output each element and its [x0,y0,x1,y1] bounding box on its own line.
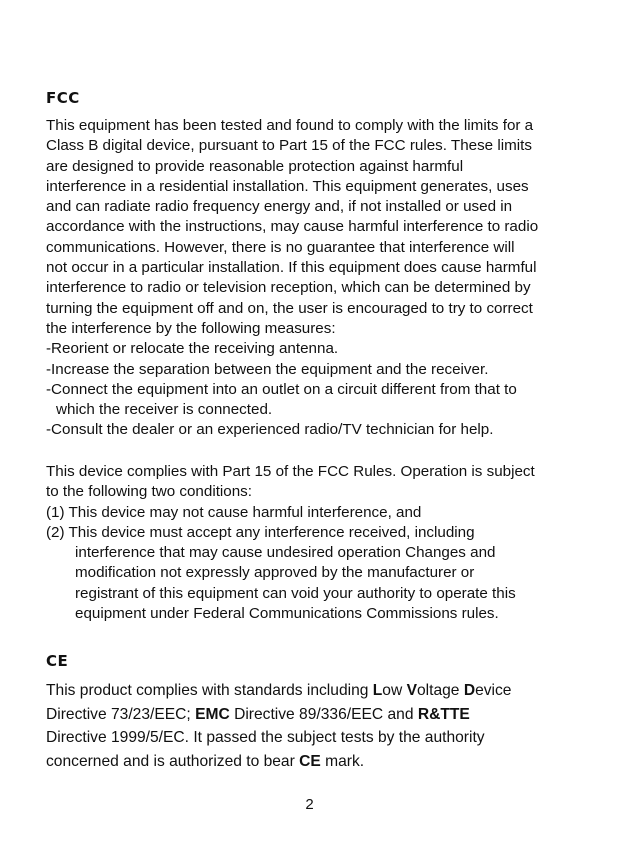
fcc-intro-line: and can radiate radio frequency energy and, if not installed or used in [46,198,513,216]
fcc-intro-line: communications. However, there is no guarantee that interference will [46,238,515,256]
ce-heading: CE [46,652,69,670]
fcc-measure: -Reorient or relocate the receiving antenna. [46,340,339,358]
ce-bold-letter: D [463,682,476,699]
fcc-condition-2-continuation: equipment under Federal Communications Commissions rules. [75,605,499,623]
ce-text: oltage [416,682,464,699]
ce-text: mark. [320,752,365,770]
ce-text: Directive 73/23/EEC; [46,705,196,723]
ce-line-2 [46,703,586,727]
ce-mark-bold: CE [299,752,321,770]
ce-paragraph [46,679,586,773]
page-number: 2 [305,796,314,813]
fcc-heading: FCC [46,89,80,107]
fcc-intro-line: interference in a residential installation. This equipment generates, uses [46,177,529,195]
ce-line-1 [46,679,586,703]
fcc-condition-2-continuation: interference that may cause undesired operation Changes and [75,544,496,562]
fcc-intro-line: Class B digital device, pursuant to Part 15 of the FCC rules. These limits [46,137,532,155]
fcc-intro-paragraph [46,116,586,441]
fcc-condition-2: (2) This device must accept any interference received, including [46,523,475,541]
fcc-compliance-line: This device complies with Part 15 of the FCC Rules. Operation is subject [46,463,535,480]
fcc-intro-line: not occur in a particular installation. If this equipment does cause harmful [46,259,537,277]
fcc-measure: -Increase the separation between the equipment and the receiver. [46,360,489,378]
fcc-condition-2-continuation: modification not expressly approved by the manufacturer or [75,564,475,582]
fcc-condition-1: (1) This device may not cause harmful interference, and [46,503,422,521]
ce-text: concerned and is authorized to bear [46,752,300,770]
fcc-intro-line: accordance with the instructions, may cause harmful interference to radio [46,218,539,236]
ce-text: This product complies with standards including [46,682,373,699]
fcc-compliance-paragraph [46,462,586,624]
fcc-compliance-line: to the following two conditions: [46,483,252,501]
ce-line-4 [46,750,586,774]
emc-bold: EMC [195,705,230,723]
fcc-intro-line: interference to radio or television reception, which can be determined by [46,279,531,297]
ce-text: Directive 89/336/EEC and [229,705,418,723]
ce-text: evice [475,682,512,699]
ce-bold-letter: V [406,682,417,699]
fcc-measure: -Consult the dealer or an experienced radio/TV technician for help. [46,421,494,439]
fcc-measure-continuation: which the receiver is connected. [56,401,273,419]
fcc-intro-line: the interference by the following measures: [46,319,336,337]
fcc-intro-line: This equipment has been tested and found to comply with the limits for a [46,117,534,134]
fcc-intro-line: are designed to provide reasonable protection against harmful [46,157,464,175]
fcc-condition-2-continuation: registrant of this equipment can void your authority to operate this [75,584,516,602]
ce-bold-letter: L [372,682,383,699]
ce-text: ow [382,682,407,699]
fcc-intro-line: turning the equipment off and on, the user is encouraged to try to correct [46,299,533,317]
rtte-bold: R&TTE [417,705,470,723]
ce-line-3: Directive 1999/5/EC. It passed the subject tests by the authority [46,729,485,746]
fcc-measure: -Connect the equipment into an outlet on a circuit different from that to [46,380,517,398]
